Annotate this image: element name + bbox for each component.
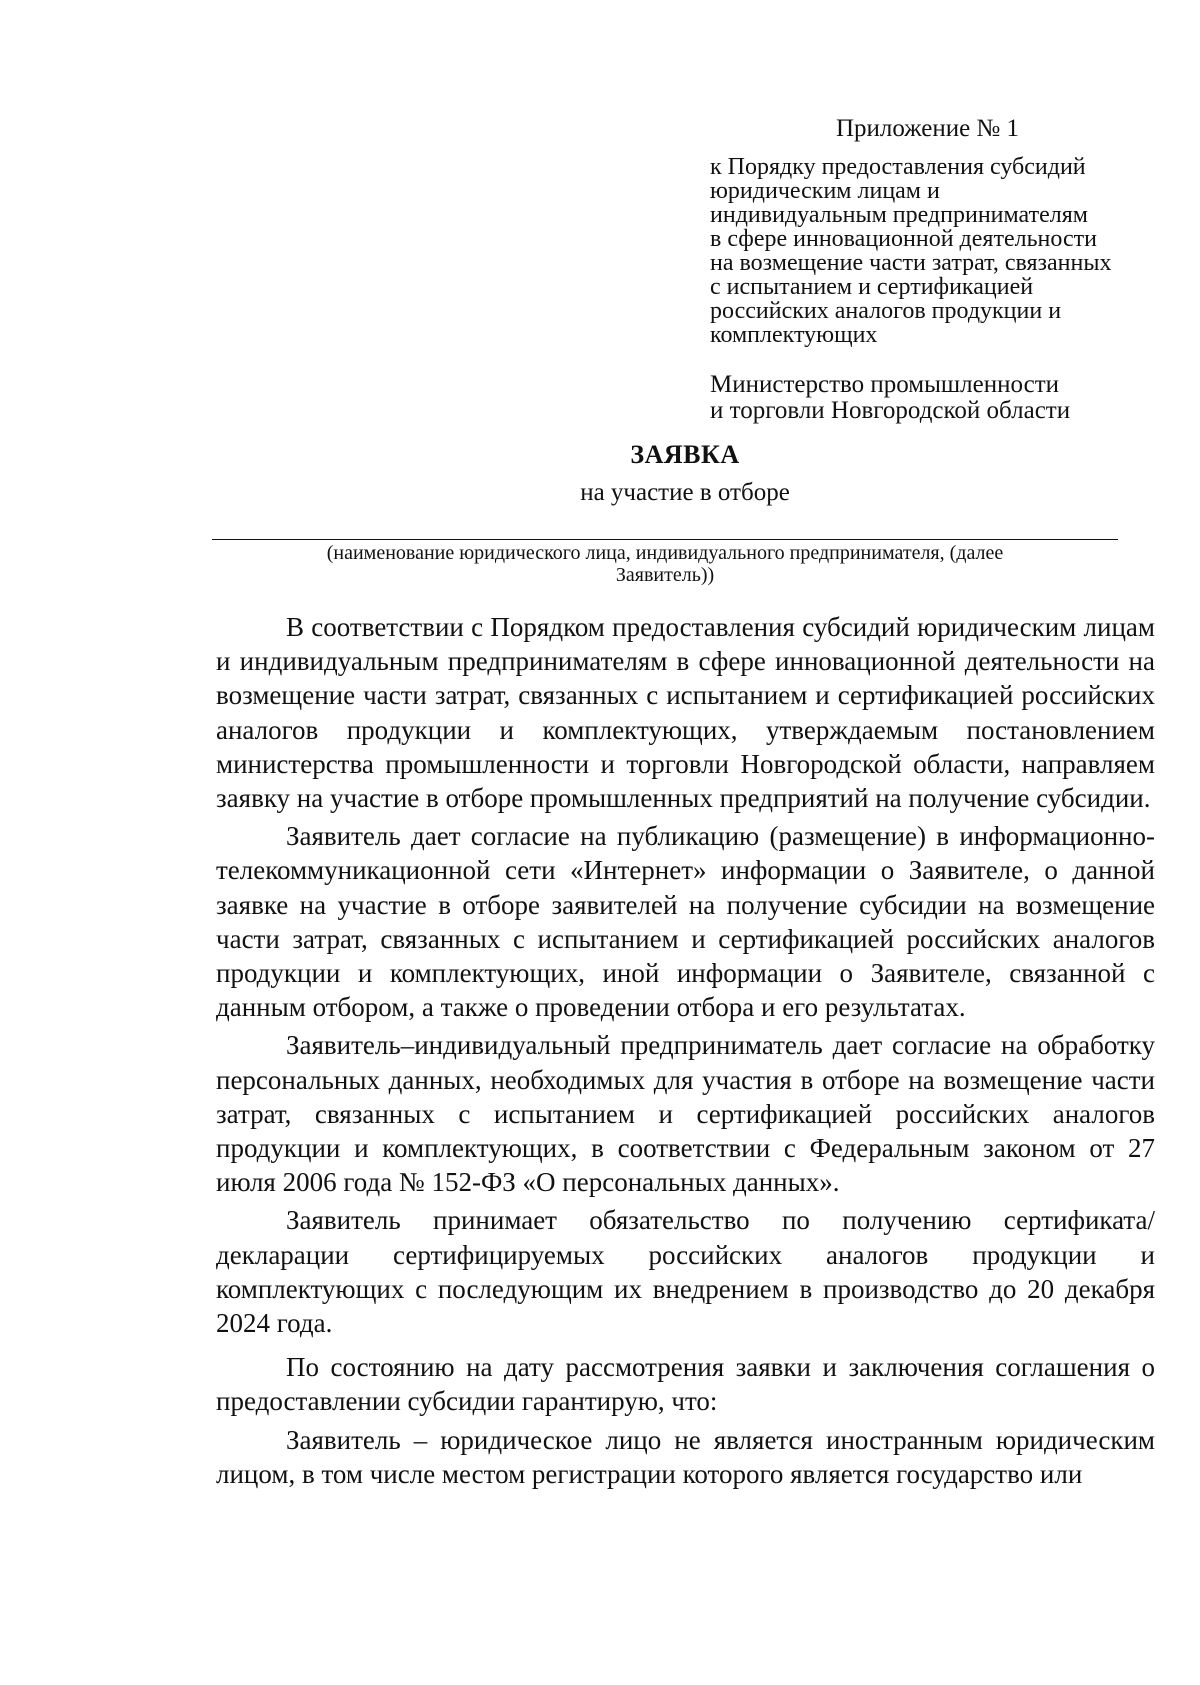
appendix-title: Приложение № 1 xyxy=(836,115,1020,142)
caption-line: Заявитель)) xyxy=(615,564,715,586)
appendix-line: к Порядку предоставления субсидий xyxy=(710,154,1086,180)
appendix-line: с испытанием и сертификацией xyxy=(710,274,1034,300)
body-paragraph: Заявитель дает согласие на публикацию (размещение) в информационно-телекоммуникационной сети «Интернет» информации о Заявителе, о данной заявке на участие в отборе заявителей на получение субсидии на возмещение части затрат, связанных с испытанием и сертификацией российских аналогов продукции и комплектующих, иной информации о Заявителе, связанной с данным отбором, а также о проведении отбора и его результатах. xyxy=(216,821,1155,1023)
appendix-line: юридическим лицам и xyxy=(710,178,940,204)
addressee-line: Министерство промышленности xyxy=(710,371,1060,398)
appendix-reference xyxy=(710,155,1111,347)
caption-line: (наименование юридического лица, индивидуального предпринимателя, (далее xyxy=(326,542,1004,564)
body-paragraph: Заявитель–индивидуальный предприниматель дает согласие на обработку персональных данных, необходимых для участия в отборе на возмещение части затрат, связанных с испытанием и сертификацией российских аналогов продукции и комплектующих, в соответствии с Федеральным законом от 27 июля 2006 года № 152-ФЗ «О персональных данных». xyxy=(216,1030,1155,1198)
addressee-block xyxy=(710,372,1070,424)
document-subtitle: на участие в отборе xyxy=(580,479,790,506)
appendix-line: российских аналогов продукции и xyxy=(710,298,1062,324)
applicant-name-caption xyxy=(212,542,1118,586)
appendix-line: на возмещение части затрат, связанных xyxy=(710,250,1112,276)
document-title: ЗАЯВКА xyxy=(630,440,740,469)
appendix-line: комплектующих xyxy=(710,322,878,348)
body-paragraph: Заявитель – юридическое лицо не является иностранным юридическим лицом, в том числе местом регистрации которого является государство или xyxy=(216,1424,1155,1489)
body-paragraph: В соответствии с Порядком предоставления субсидий юридическим лицам и индивидуальным предпринимателям в сфере инновационной деятельности на возмещение части затрат, связанных с испытанием и сертификацией российских аналогов продукции и комплектующих, утверждаемым постановлением министерства промышленности и торговли Новгородской области, направляем заявку на участие в отборе промышленных предприятий на получение субсидии. xyxy=(216,612,1155,814)
body-paragraph: По состоянию на дату рассмотрения заявки и заключения соглашения о предоставлении субсидии гарантирую, что: xyxy=(216,1352,1155,1417)
document-body xyxy=(216,610,1155,1491)
applicant-name-blank-line xyxy=(212,539,1118,540)
appendix-line: индивидуальным предпринимателям xyxy=(710,202,1088,228)
appendix-line: в сфере инновационной деятельности xyxy=(710,226,1097,252)
addressee-line: и торговли Новгородской области xyxy=(710,397,1071,424)
body-paragraph: Заявитель принимает обязательство по получению сертификата/декларации сертифицируемых российских аналогов продукции и комплектующих с последующим их внедрением в производство до 20 декабря 2024 года. xyxy=(216,1205,1155,1339)
